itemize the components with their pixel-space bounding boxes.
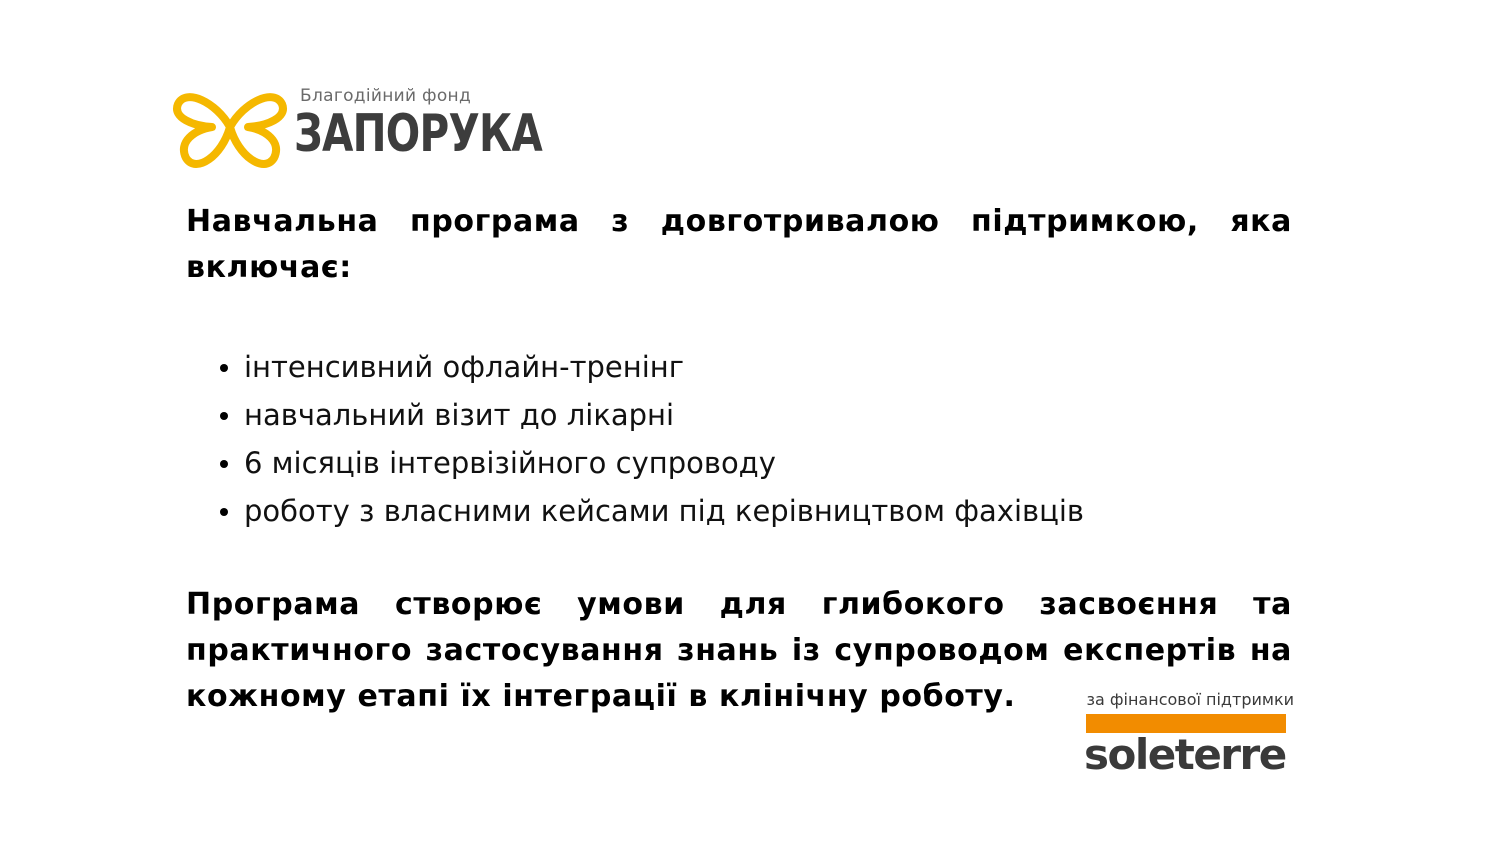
outro-paragraph: Програма створює умови для глибокого засвоєння та практичного застосування знань із супроводом експертів на кожному етапі їх інтеграції в клінічну роботу. (186, 587, 1292, 714)
bullet-icon (220, 508, 228, 516)
list-item-text: роботу з власними кейсами під керівництвом фахівців (244, 494, 1084, 528)
butterfly-icon (172, 84, 288, 170)
list-item (214, 439, 1274, 487)
list-item (214, 487, 1274, 535)
bullet-icon (220, 364, 228, 372)
logo-name: ЗАПОРУКА (294, 104, 542, 164)
soleterre-logo: soleterre (1084, 730, 1286, 779)
intro-paragraph: Навчальна програма з довготривалою підтримкою, яка включає: (186, 204, 1292, 285)
bullet-icon (220, 460, 228, 468)
list-item-text: навчальний візит до лікарні (244, 398, 675, 432)
list-item (214, 391, 1274, 439)
sponsor-caption: за фінансової підтримки (1086, 690, 1294, 709)
list-item-text: інтенсивний офлайн-тренінг (244, 350, 684, 384)
list-item-text: 6 місяців інтервізійного супроводу (244, 446, 776, 480)
list-item (214, 343, 1274, 391)
zaporuka-logo (172, 80, 542, 172)
program-list (214, 343, 1274, 535)
sponsor-block (1080, 688, 1294, 784)
logo-tagline: Благодійний фонд (300, 86, 472, 106)
bullet-icon (220, 412, 228, 420)
